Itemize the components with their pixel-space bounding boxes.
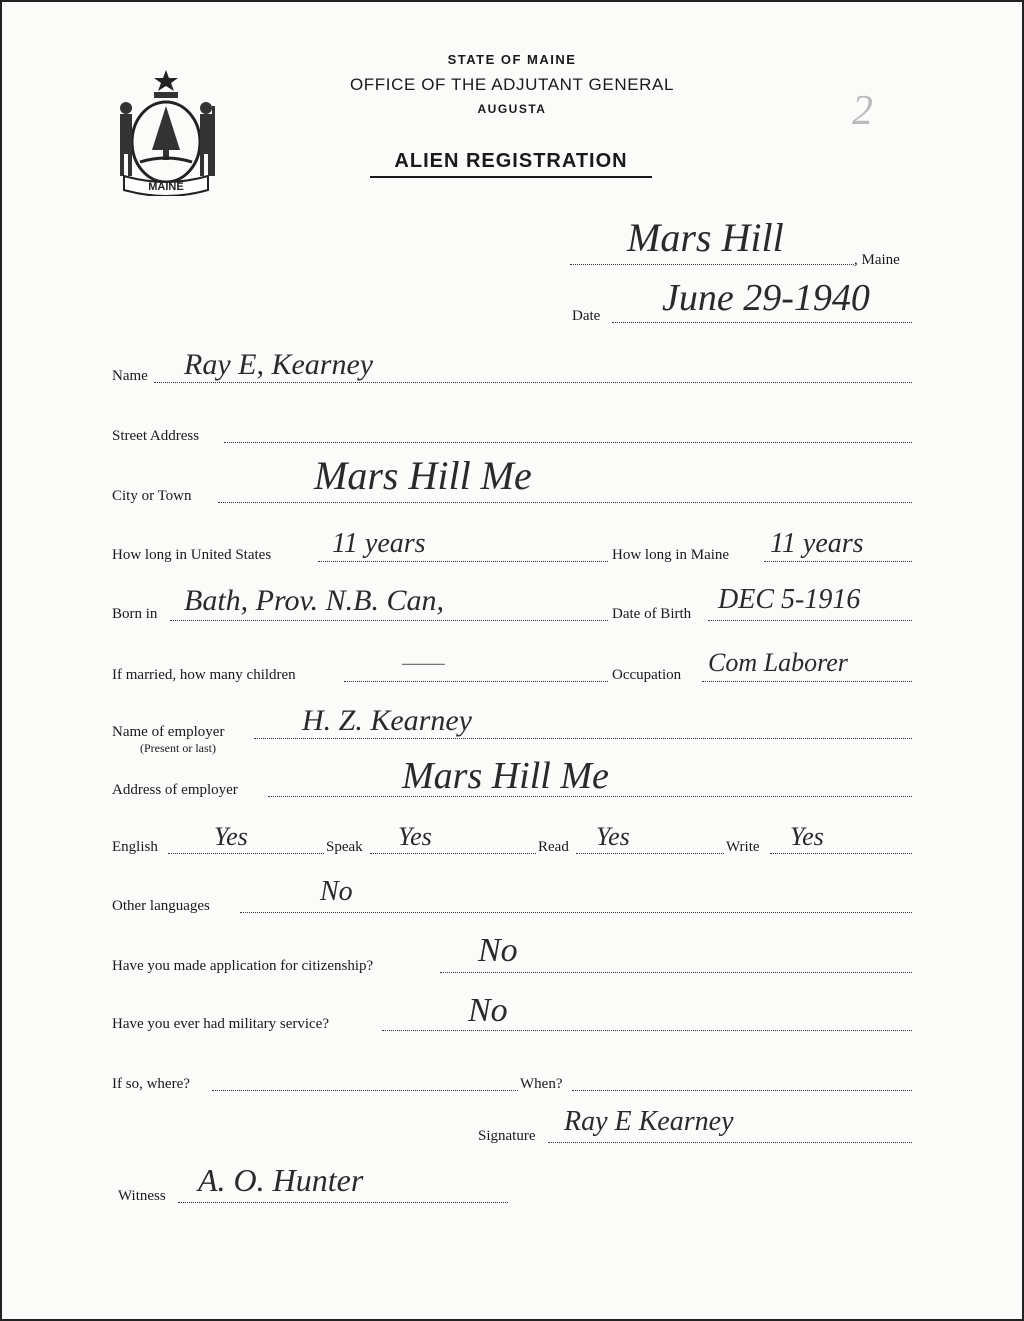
employer-line bbox=[254, 738, 912, 739]
citizenship-value: No bbox=[478, 932, 518, 969]
write-label: Write bbox=[726, 839, 760, 855]
other-languages-label: Other languages bbox=[112, 898, 210, 914]
corner-page-mark: 2 bbox=[852, 88, 873, 134]
children-label: If married, how many children bbox=[112, 667, 296, 683]
occupation-value: Com Laborer bbox=[708, 648, 848, 677]
place-line bbox=[570, 264, 854, 265]
dob-value: DEC 5-1916 bbox=[718, 584, 861, 615]
read-label: Read bbox=[538, 839, 569, 855]
state-heading: STATE OF MAINE bbox=[447, 52, 577, 67]
employer-address-value: Mars Hill Me bbox=[402, 755, 609, 797]
occupation-line bbox=[702, 681, 912, 682]
witness-line bbox=[178, 1202, 508, 1203]
when-line bbox=[572, 1090, 912, 1091]
date-value: June 29-1940 bbox=[662, 277, 870, 319]
read-value: Yes bbox=[596, 822, 630, 851]
read-line bbox=[576, 853, 724, 854]
english-value: Yes bbox=[214, 822, 248, 851]
where-label: If so, where? bbox=[112, 1076, 190, 1092]
long-maine-label: How long in Maine bbox=[612, 547, 730, 563]
speak-value: Yes bbox=[398, 822, 432, 851]
citizenship-line bbox=[440, 972, 912, 973]
employer-sublabel: (Present or last) bbox=[140, 741, 216, 755]
speak-label: Speak bbox=[326, 839, 363, 855]
long-us-label: How long in United States bbox=[112, 547, 272, 563]
maine-state-seal-icon bbox=[110, 64, 222, 196]
employer-value: H. Z. Kearney bbox=[302, 704, 472, 737]
date-line bbox=[612, 322, 912, 323]
seal-banner-text: MAINE bbox=[148, 181, 184, 193]
signature-line bbox=[548, 1142, 912, 1143]
speak-line bbox=[370, 853, 536, 854]
born-in-value: Bath, Prov. N.B. Can, bbox=[184, 584, 444, 617]
long-maine-line bbox=[764, 561, 912, 562]
place-value: Mars Hill bbox=[627, 215, 784, 260]
city-heading: AUGUSTA bbox=[477, 102, 547, 116]
born-in-label: Born in bbox=[112, 606, 158, 622]
long-us-value: 11 years bbox=[332, 528, 426, 559]
military-label: Have you ever had military service? bbox=[112, 1016, 329, 1032]
form-title: ALIEN REGISTRATION bbox=[370, 150, 652, 178]
english-line bbox=[168, 853, 324, 854]
write-line bbox=[770, 853, 912, 854]
military-line bbox=[382, 1030, 912, 1031]
dob-line bbox=[708, 620, 912, 621]
citizenship-label: Have you made application for citizenship? bbox=[112, 958, 374, 974]
witness-label: Witness bbox=[118, 1188, 166, 1204]
witness-value: A. O. Hunter bbox=[198, 1162, 364, 1198]
city-value: Mars Hill Me bbox=[314, 453, 532, 498]
english-label: English bbox=[112, 839, 158, 855]
city-label: City or Town bbox=[112, 488, 192, 504]
other-languages-value: No bbox=[320, 876, 353, 907]
street-label: Street Address bbox=[112, 428, 200, 444]
name-value: Ray E, Kearney bbox=[184, 348, 374, 381]
long-us-line bbox=[318, 561, 608, 562]
name-label: Name bbox=[112, 368, 148, 384]
children-line bbox=[344, 681, 608, 682]
other-languages-line bbox=[240, 912, 912, 913]
date-label: Date bbox=[572, 308, 601, 324]
when-label: When? bbox=[520, 1076, 563, 1092]
occupation-label: Occupation bbox=[612, 667, 682, 683]
place-suffix: , Maine bbox=[854, 252, 900, 268]
military-value: No bbox=[468, 992, 508, 1029]
signature-value: Ray E Kearney bbox=[564, 1106, 734, 1137]
office-heading: OFFICE OF THE ADJUTANT GENERAL bbox=[349, 75, 675, 94]
dob-label: Date of Birth bbox=[612, 606, 692, 622]
write-value: Yes bbox=[790, 822, 824, 851]
children-value: —— bbox=[402, 650, 445, 676]
where-line bbox=[212, 1090, 518, 1091]
signature-label: Signature bbox=[478, 1128, 536, 1144]
employer-address-label: Address of employer bbox=[112, 782, 238, 798]
name-line bbox=[154, 382, 912, 383]
city-line bbox=[218, 502, 912, 503]
born-in-line bbox=[170, 620, 608, 621]
street-line bbox=[224, 442, 912, 443]
long-maine-value: 11 years bbox=[770, 528, 864, 559]
employer-label: Name of employer bbox=[112, 724, 225, 740]
